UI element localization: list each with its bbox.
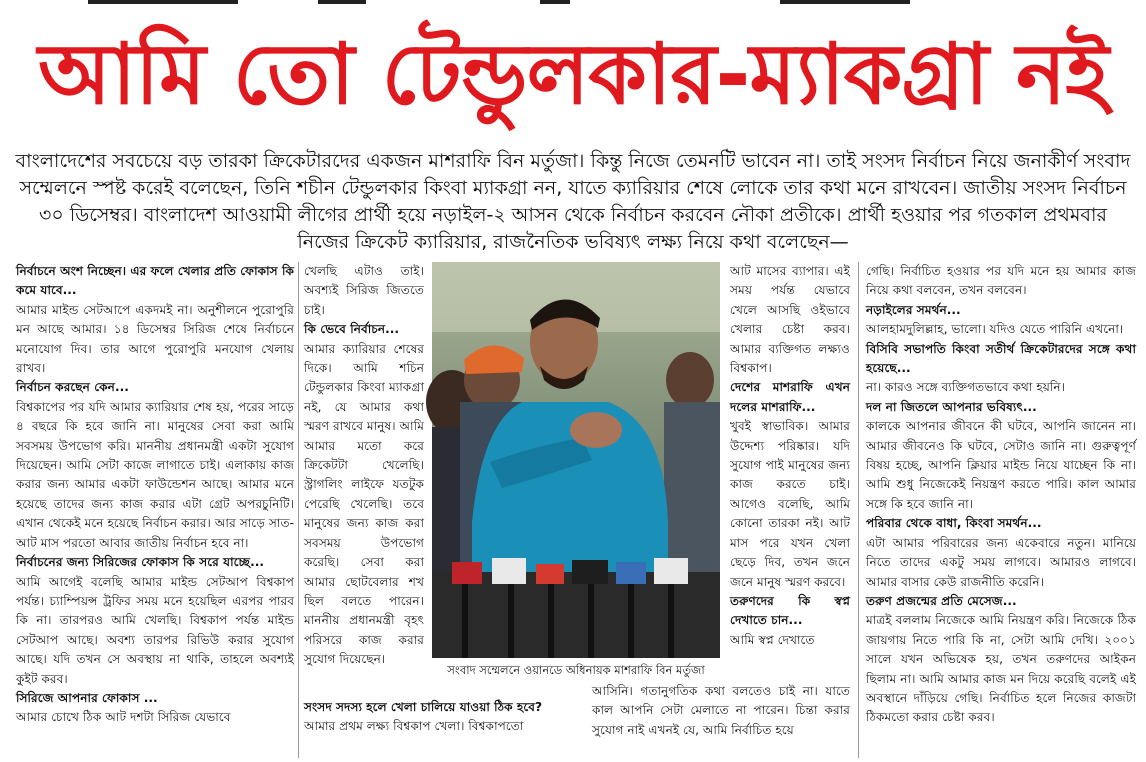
bottom-left-text xyxy=(304,698,562,737)
column-2 xyxy=(304,262,424,667)
answer: খেলছি এটাও তাই। অবশ্যই সিরিজ জিততে চাই। xyxy=(304,264,424,317)
question: তরুণদের কি স্বপ্ন দেখাতে চান... xyxy=(730,593,850,628)
answer: কালকে আপনার জীবনে কী ঘটবে, আপনি জানেন না। আমার জীবনেও কি ঘটবে, সেটাও জানি না। গুরুত্বপূর্ণ বিষয় হচ্ছে, আপনি ক্লিয়ার মাইন্ড নিয়ে যাচ্ছেন কি না। আমি শুধু নিজেকেই নিয়ন্ত্রণ করতে পারি। কাল আমার সঙ্গে কি হবে জানি না। xyxy=(866,419,1136,511)
photo-illustration xyxy=(432,262,720,658)
answer: বিশ্বকাপের পর যদি আমার ক্যারিয়ার শেষ হয়, পরের সাড়ে ৪ বছরে কি হবে জানি না। মানুষের সেবা করা আমি সবসময় উপভোগ করি। মাননীয় প্রধানমন্ত্রী একটা সুযোগ দিয়েছেন। আমি সেটা কাজে লাগাতে চাই। এলাকায় কাজ করার জন্য আমার একটা ফাউন্ডেশন আছে। আমার মনে হয়েছে তাদের জন্য কাজ করার এটা গ্রেট অপরচুনিটি। এখান থেকেই মনে হয়েছে নির্বাচন করার। আর সাড়ে সাত-আট মাস পরতো আবার জাতীয় নির্বাচন হবে না। xyxy=(16,399,294,550)
question: নির্বাচন করছেন কেন... xyxy=(16,380,129,395)
column-1 xyxy=(16,262,294,758)
bottom-row xyxy=(304,654,850,760)
column-divider xyxy=(298,262,299,758)
answer: এটা আমার পরিবারের জন্য একেবারে নতুন। মানিয়ে নিতে তাদের একটু সময় লাগবে। আমারও লাগবে। আমার বাসার কেউ রাজনীতি করেনি। xyxy=(866,535,1136,589)
answer: আলহামদুলিল্লাহ, ভালো। যদিও যেতে পারিনি এখনো। xyxy=(866,322,1124,337)
question: নড়াইলের সমর্থন... xyxy=(866,302,961,317)
question: কি ভেবে নির্বাচন... xyxy=(304,322,400,337)
question: সিরিজে আপনার ফোকাস ... xyxy=(16,690,158,705)
question: পরিবার থেকে বাধা, কিংবা সমর্থন... xyxy=(866,516,1042,531)
answer: আমার প্রথম লক্ষ্য বিশ্বকাপ খেলা। বিশ্বকাপতো xyxy=(304,719,524,734)
answer: গেছি। নির্বাচিত হওয়ার পর যদি মনে হয় আমার কাজ নিয়ে কথা বলবেন, তখন বলবেন। xyxy=(866,264,1136,298)
answer: আমার ক্যারিয়ার শেষের দিকে। আমি শচিন টেন্ডুলকার কিংবা ম্যাকগ্রা নই, যে আমার কথা স্মরণ রাখবে মানুষ। আমি আমার মতো করে ক্রিকেটটা খেলেছি। স্ট্রাগলিং লাইফে যতটুক পেরেছি খেলেছি। তবে মানুষের জন্য কাজ করা সবসময় উপভোগ করেছি। সেবা করা আমার ছোটবেলার শখ ছিল বলতে পারেন। মাননীয় প্রধানমন্ত্রী বৃহৎ পরিসরে কাজ করার সুযোগ দিয়েছেন। xyxy=(304,341,424,667)
question: তরুণ প্রজন্মের প্রতি মেসেজ... xyxy=(866,593,1017,608)
top-rule xyxy=(0,0,1146,6)
answer: আট মাসের ব্যাপার। এই সময় পর্যন্ত যেভাবে খেলে আসছি ওইভাবে খেলার চেষ্টা করব। আমার ব্যক্তিগত লক্ষ্যও বিশ্বকাপ। xyxy=(730,264,850,376)
top-rule-segment xyxy=(780,0,910,4)
intro-paragraph: বাংলাদেশের সবচেয়ে বড় তারকা ক্রিকেটারদের একজন মাশরাফি বিন মর্তুজা। কিন্তু নিজে তেমনটি ভাবেন না। তাই সংসদ নির্বাচন নিয়ে জনাকীর্ণ সংবাদ সম্মেলনে স্পষ্ট করেই বলেছেন, তিনি শচীন টেন্ডুলকার কিংবা ম্যাকগ্রা নন, যাতে ক্যারিয়ার শেষে লোকে তার কথা মনে রাখবেন। জাতীয় সংসদ নির্বাচন ৩০ ডিসেম্বর। বাংলাদেশ আওয়ামী লীগের প্রার্থী হয়ে নড়াইল-২ আসন থেকে নির্বাচন করবেন নৌকা প্রতীকে। প্রার্থী হওয়ার পর গতকাল প্রথমবার নিজের ক্রিকেট ক্যারিয়ার, রাজনৈতিক ভবিষ্যৎ লক্ষ্য নিয়ে কথা বলেছেন— xyxy=(15,150,1131,253)
column-4 xyxy=(866,262,1136,758)
answer: আমার মাইন্ড সেটআপে একদমই না। অনুশীলনে পুরোপুরি মন আছে আমার। ১৪ ডিসেম্বর সিরিজ শেষে নির্বাচনে মনোযোগ দিব। তার আগে পুরোপুরি মনযোগ খেলায় রাখব। xyxy=(16,302,294,376)
top-rule-segment xyxy=(318,0,366,4)
question: নির্বাচনে অংশ নিচ্ছেন। এর ফলে খেলার প্রতি ফোকাস কি কমে যাবে... xyxy=(16,264,294,298)
press-conference-photo xyxy=(432,262,720,658)
question: দেশের মাশরাফি এখন দলের মাশরাফি... xyxy=(730,380,850,414)
question: দল না জিতলে আপনার ভবিষ্যৎ... xyxy=(866,399,1037,414)
column-divider xyxy=(858,262,859,758)
top-rule-segment xyxy=(540,0,570,4)
column-3 xyxy=(730,262,850,647)
answer: আমি স্বপ্ন দেখাতে xyxy=(730,632,815,647)
answer: আমি আগেই বলেছি আমার মাইন্ড সেটআপ বিশ্বকাপ পর্যন্ত। চ্যাম্পিয়ন্স ট্রফির সময় মনে হয়েছিল এরপর পারব কি না। তারপরও আমি খেলছি। বিশ্বকাপ পর্যন্ত মাইন্ড সেটআপ আছে। অবশ্য তারপর রিভিউ করার সুযোগ আছে। যদি তখন সে অবস্থায় না থাকি, তাহলে অবশ্যই কুইট করব। xyxy=(16,574,294,686)
top-rule-segment xyxy=(88,0,238,4)
answer: আমার চোখে ঠিক আট দশটা সিরিজ যেভাবে xyxy=(16,710,231,725)
question: সংসদ সদস্য হলে খেলা চালিয়ে যাওয়া ঠিক হবে? xyxy=(304,700,543,714)
question: বিসিবি সভাপতি কিংবা সতীর্থ ক্রিকেটারদের সঙ্গে কথা হয়েছে... xyxy=(866,341,1136,376)
answer: খুবই স্বাভাবিক। আমার উদ্দেশ্য পরিষ্কার। যদি সুযোগ পাই মানুষের জন্য কাজ করতে চাই। আগেও বলেছি, আমি কোনো তারকা নই। আট মাস পরে যখন খেলা ছেড়ে দিব, তখন জনে জনে মানুষ স্মরণ করবে। xyxy=(730,419,850,589)
headline: আমি তো টেন্ডুলকার-ম্যাকগ্রা নই xyxy=(38,25,1108,123)
question: নির্বাচনের জন্য সিরিজের ফোকাস কি সরে যাচ্ছে... xyxy=(16,555,264,570)
photo-caption: সংবাদ সম্মেলনে ওয়ানডে অধিনায়ক মাশরাফি বিন মর্তুজা xyxy=(447,663,705,677)
bottom-right-text xyxy=(592,682,850,740)
answer: আসিনি। গতানুগতিক কথা বলতেও চাই না। যাতে কাল আপনি সেটা মেলাতে না পারেন। চিন্তা করার সুযোগ নাই এখনই যে, আমি নির্বাচিত হয়ে xyxy=(592,684,850,737)
answer: মাত্রই বললাম নিজেকে আমি নিয়ন্ত্রণ করি। নিজেকে ঠিক জায়গায় নিতে পারি কি না, সেটা আমি দেখি। ২০০১ সালে যখন অভিষেক হয়, তখন তরুণদের আইকন ছিলাম না। আমি আমার কাজ মন দিয়ে করেছি বলেই এই অবস্থানে দাঁড়িয়ে গেছি। নির্বাচিত হলে নিজের কাজটা ঠিকমতো করার চেষ্টা করব। xyxy=(866,613,1136,725)
answer: না। কারও সঙ্গে ব্যক্তিগতভাবে কথা হয়নি। xyxy=(866,380,1066,395)
